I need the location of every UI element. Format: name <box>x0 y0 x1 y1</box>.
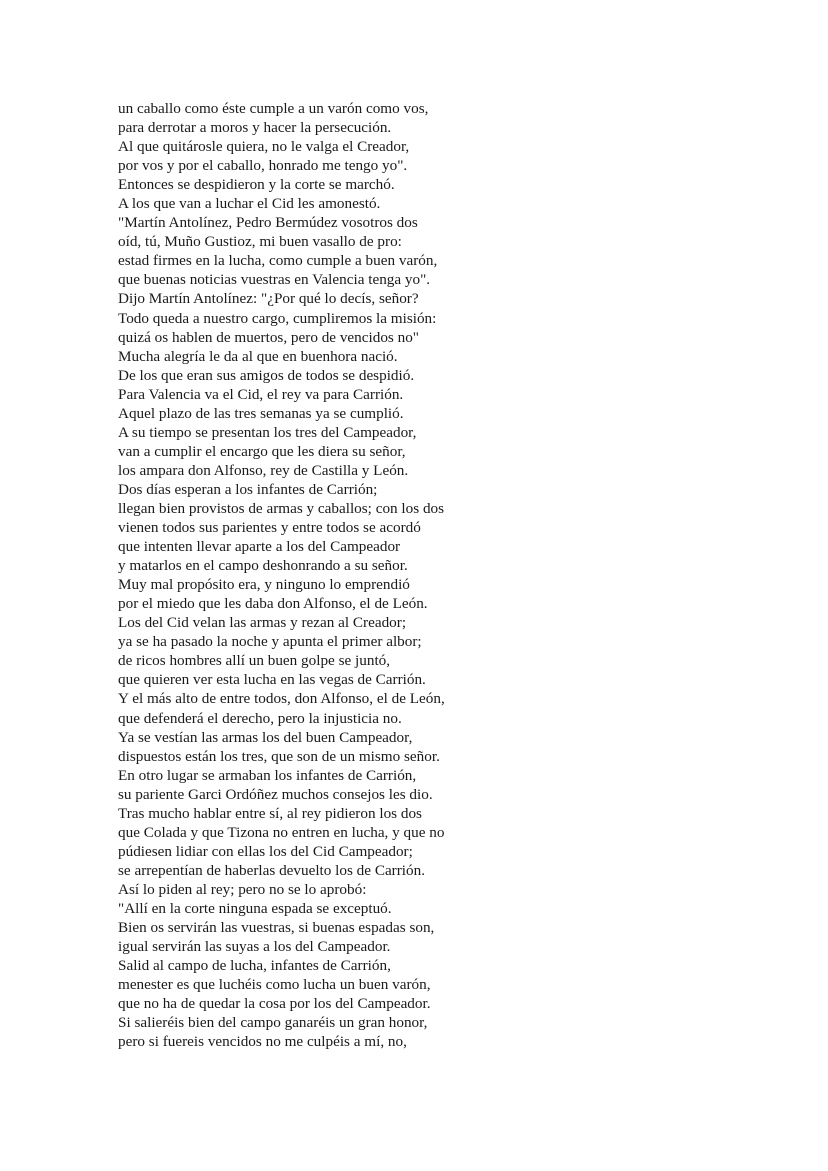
poem-line: que no ha de quedar la cosa por los del Campeador. <box>118 995 431 1013</box>
poem-line: Todo queda a nuestro cargo, cumpliremos la misión: <box>118 309 437 327</box>
poem-line: dispuestos están los tres, que son de un mismo señor. <box>118 747 440 765</box>
poem-line: Tras mucho hablar entre sí, al rey pidieron los dos <box>118 804 422 822</box>
poem-line: vienen todos sus parientes y entre todos se acordó <box>118 519 421 537</box>
poem-line: Si salieréis bien del campo ganaréis un gran honor, <box>118 1014 428 1032</box>
poem-line: Y el más alto de entre todos, don Alfonso, el de León, <box>118 690 445 708</box>
poem-line: su pariente Garci Ordóñez muchos consejos les dio. <box>118 785 433 803</box>
poem-line: los ampara don Alfonso, rey de Castilla y León. <box>118 461 409 479</box>
poem-line: que buenas noticias vuestras en Valencia tenga yo". <box>118 271 431 289</box>
poem-line: que defenderá el derecho, pero la injusticia no. <box>118 709 402 727</box>
poem-line: Muy mal propósito era, y ninguno lo emprendió <box>118 576 410 594</box>
poem-line: llegan bien provistos de armas y caballos; con los dos <box>118 499 445 517</box>
poem-line: menester es que luchéis como lucha un buen varón, <box>118 976 431 994</box>
poem-line: Dos días esperan a los infantes de Carrión; <box>118 480 378 498</box>
poem-line: Mucha alegría le da al que en buenhora nació. <box>118 347 398 365</box>
poem-line: Al que quitárosle quiera, no le valga el Creador, <box>118 138 410 156</box>
poem-line: Para Valencia va el Cid, el rey va para Carrión. <box>118 385 404 403</box>
poem-line: igual servirán las suyas a los del Campeador. <box>118 938 391 956</box>
poem-line: pero si fuereis vencidos no me culpéis a mí, no, <box>118 1033 407 1051</box>
poem-line: A su tiempo se presentan los tres del Campeador, <box>118 423 417 441</box>
poem-line: Entonces se despidieron y la corte se marchó. <box>118 176 395 194</box>
poem-line: quizá os hablen de muertos, pero de vencidos no" <box>118 328 420 346</box>
poem-line: y matarlos en el campo deshonrando a su señor. <box>118 557 408 575</box>
poem-line: En otro lugar se armaban los infantes de Carrión, <box>118 766 417 784</box>
poem-line: que quieren ver esta lucha en las vegas de Carrión. <box>118 671 426 689</box>
poem-line: A los que van a luchar el Cid les amonestó. <box>118 195 381 213</box>
poem-line: Bien os servirán las vuestras, si buenas espadas son, <box>118 919 435 937</box>
poem-line: van a cumplir el encargo que les diera su señor, <box>118 442 406 460</box>
poem-line: Los del Cid velan las armas y rezan al Creador; <box>118 614 407 632</box>
poem-line: que Colada y que Tizona no entren en lucha, y que no <box>118 823 445 841</box>
poem-line: Así lo piden al rey; pero no se lo aprobó: <box>118 880 367 898</box>
poem-line: por el miedo que les daba don Alfonso, el de León. <box>118 595 428 613</box>
poem-line: se arrepentían de haberlas devuelto los de Carrión. <box>118 861 426 879</box>
poem-line: De los que eran sus amigos de todos se despidió. <box>118 366 415 384</box>
poem-line: oíd, tú, Muño Gustioz, mi buen vasallo de pro: <box>118 233 402 251</box>
poem-line: "Allí en la corte ninguna espada se exceptuó. <box>118 899 392 917</box>
poem-line: "Martín Antolínez, Pedro Bermúdez vosotros dos <box>118 214 418 232</box>
poem-line: ya se ha pasado la noche y apunta el primer albor; <box>118 633 422 651</box>
poem-line: Ya se vestían las armas los del buen Campeador, <box>118 728 413 746</box>
poem-line: Aquel plazo de las tres semanas ya se cumplió. <box>118 404 404 422</box>
poem-line: por vos y por el caballo, honrado me tengo yo". <box>118 157 408 175</box>
poem-line: que intenten llevar aparte a los del Campeador <box>118 538 401 556</box>
poem-line: estad firmes en la lucha, como cumple a buen varón, <box>118 252 438 270</box>
poem-line: un caballo como éste cumple a un varón como vos, <box>118 100 429 117</box>
poem-text-block <box>118 99 518 1051</box>
poem-line: de ricos hombres allí un buen golpe se juntó, <box>118 652 391 670</box>
poem-line: Salid al campo de lucha, infantes de Carrión, <box>118 957 391 975</box>
poem-line: para derrotar a moros y hacer la persecución. <box>118 119 392 137</box>
poem-line: Dijo Martín Antolínez: "¿Por qué lo decís, señor? <box>118 290 419 308</box>
poem-line: púdiesen lidiar con ellas los del Cid Campeador; <box>118 842 413 860</box>
